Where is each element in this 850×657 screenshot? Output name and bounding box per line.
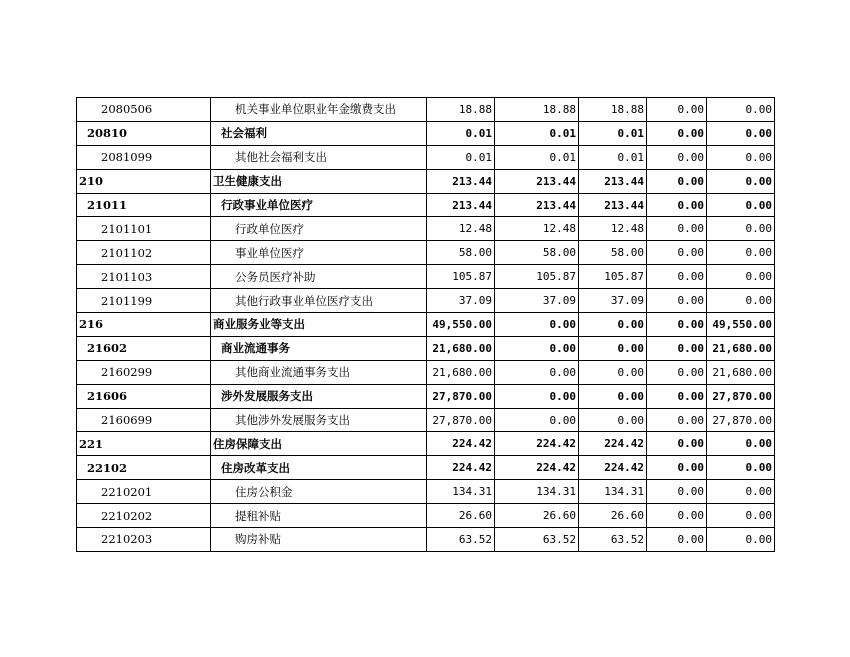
table-row [77, 408, 775, 432]
project-expenditure-cell: 0.00 [707, 145, 775, 169]
subject-code-cell: 2210201 [77, 480, 211, 504]
table-row [77, 360, 775, 384]
table-row [77, 241, 775, 265]
subject-code-cell: 20810 [77, 121, 211, 145]
table-row [77, 432, 775, 456]
table-row [77, 456, 775, 480]
public-expenditure-cell: 0.00 [647, 145, 707, 169]
public-expenditure-cell: 0.00 [647, 265, 707, 289]
subject-code-cell: 2160299 [77, 360, 211, 384]
subject-code-cell: 21011 [77, 193, 211, 217]
personnel-expenditure-cell: 224.42 [579, 456, 647, 480]
subject-code-cell: 2101101 [77, 217, 211, 241]
total-amount-cell: 0.01 [427, 121, 495, 145]
basic-expenditure-cell: 213.44 [495, 193, 579, 217]
basic-expenditure-cell: 224.42 [495, 432, 579, 456]
project-expenditure-cell: 0.00 [707, 480, 775, 504]
project-expenditure-cell: 0.00 [707, 528, 775, 552]
table-row [77, 336, 775, 360]
subject-code-cell: 2210202 [77, 504, 211, 528]
total-amount-cell: 26.60 [427, 504, 495, 528]
subject-name-cell: 行政单位医疗 [211, 217, 427, 241]
total-amount-cell: 12.48 [427, 217, 495, 241]
public-expenditure-cell: 0.00 [647, 98, 707, 122]
total-amount-cell: 134.31 [427, 480, 495, 504]
public-expenditure-cell: 0.00 [647, 480, 707, 504]
basic-expenditure-cell: 0.00 [495, 384, 579, 408]
project-expenditure-cell: 0.00 [707, 217, 775, 241]
project-expenditure-cell: 21,680.00 [707, 360, 775, 384]
total-amount-cell: 49,550.00 [427, 313, 495, 337]
subject-code-cell: 216 [77, 313, 211, 337]
public-expenditure-cell: 0.00 [647, 217, 707, 241]
total-amount-cell: 58.00 [427, 241, 495, 265]
public-expenditure-cell: 0.00 [647, 528, 707, 552]
subject-name-cell: 住房保障支出 [211, 432, 427, 456]
subject-code-cell: 2101102 [77, 241, 211, 265]
personnel-expenditure-cell: 58.00 [579, 241, 647, 265]
project-expenditure-cell: 0.00 [707, 265, 775, 289]
table-row [77, 384, 775, 408]
total-amount-cell: 0.01 [427, 145, 495, 169]
public-expenditure-cell: 0.00 [647, 360, 707, 384]
public-expenditure-cell: 0.00 [647, 456, 707, 480]
project-expenditure-cell: 0.00 [707, 432, 775, 456]
total-amount-cell: 21,680.00 [427, 360, 495, 384]
personnel-expenditure-cell: 213.44 [579, 169, 647, 193]
total-amount-cell: 21,680.00 [427, 336, 495, 360]
project-expenditure-cell: 0.00 [707, 193, 775, 217]
subject-name-cell: 社会福利 [211, 121, 427, 145]
basic-expenditure-cell: 37.09 [495, 289, 579, 313]
basic-expenditure-cell: 0.00 [495, 313, 579, 337]
project-expenditure-cell: 49,550.00 [707, 313, 775, 337]
personnel-expenditure-cell: 0.00 [579, 336, 647, 360]
subject-code-cell: 22102 [77, 456, 211, 480]
personnel-expenditure-cell: 18.88 [579, 98, 647, 122]
project-expenditure-cell: 0.00 [707, 98, 775, 122]
public-expenditure-cell: 0.00 [647, 289, 707, 313]
subject-name-cell: 住房改革支出 [211, 456, 427, 480]
basic-expenditure-cell: 134.31 [495, 480, 579, 504]
total-amount-cell: 27,870.00 [427, 384, 495, 408]
total-amount-cell: 213.44 [427, 193, 495, 217]
total-amount-cell: 224.42 [427, 456, 495, 480]
total-amount-cell: 63.52 [427, 528, 495, 552]
project-expenditure-cell: 0.00 [707, 241, 775, 265]
project-expenditure-cell: 0.00 [707, 289, 775, 313]
subject-code-cell: 221 [77, 432, 211, 456]
subject-name-cell: 卫生健康支出 [211, 169, 427, 193]
table-body [77, 98, 775, 552]
subject-name-cell: 其他涉外发展服务支出 [211, 408, 427, 432]
personnel-expenditure-cell: 12.48 [579, 217, 647, 241]
project-expenditure-cell: 21,680.00 [707, 336, 775, 360]
subject-name-cell: 事业单位医疗 [211, 241, 427, 265]
subject-code-cell: 2080506 [77, 98, 211, 122]
project-expenditure-cell: 0.00 [707, 121, 775, 145]
basic-expenditure-cell: 105.87 [495, 265, 579, 289]
subject-name-cell: 行政事业单位医疗 [211, 193, 427, 217]
total-amount-cell: 224.42 [427, 432, 495, 456]
project-expenditure-cell: 27,870.00 [707, 384, 775, 408]
personnel-expenditure-cell: 213.44 [579, 193, 647, 217]
subject-name-cell: 商业服务业等支出 [211, 313, 427, 337]
subject-name-cell: 购房补贴 [211, 528, 427, 552]
public-expenditure-cell: 0.00 [647, 384, 707, 408]
table-row [77, 480, 775, 504]
basic-expenditure-cell: 63.52 [495, 528, 579, 552]
table-row [77, 193, 775, 217]
basic-expenditure-cell: 0.01 [495, 121, 579, 145]
project-expenditure-cell: 27,870.00 [707, 408, 775, 432]
personnel-expenditure-cell: 0.00 [579, 408, 647, 432]
basic-expenditure-cell: 213.44 [495, 169, 579, 193]
table-row [77, 265, 775, 289]
total-amount-cell: 37.09 [427, 289, 495, 313]
basic-expenditure-cell: 12.48 [495, 217, 579, 241]
subject-code-cell: 210 [77, 169, 211, 193]
subject-name-cell: 公务员医疗补助 [211, 265, 427, 289]
public-expenditure-cell: 0.00 [647, 313, 707, 337]
subject-name-cell: 其他商业流通事务支出 [211, 360, 427, 384]
personnel-expenditure-cell: 0.00 [579, 384, 647, 408]
subject-code-cell: 21602 [77, 336, 211, 360]
personnel-expenditure-cell: 37.09 [579, 289, 647, 313]
table-row [77, 217, 775, 241]
subject-name-cell: 其他行政事业单位医疗支出 [211, 289, 427, 313]
subject-code-cell: 2210203 [77, 528, 211, 552]
personnel-expenditure-cell: 0.01 [579, 145, 647, 169]
project-expenditure-cell: 0.00 [707, 456, 775, 480]
personnel-expenditure-cell: 26.60 [579, 504, 647, 528]
basic-expenditure-cell: 18.88 [495, 98, 579, 122]
total-amount-cell: 213.44 [427, 169, 495, 193]
total-amount-cell: 105.87 [427, 265, 495, 289]
basic-expenditure-cell: 58.00 [495, 241, 579, 265]
table-row [77, 98, 775, 122]
personnel-expenditure-cell: 134.31 [579, 480, 647, 504]
subject-code-cell: 2081099 [77, 145, 211, 169]
subject-code-cell: 21606 [77, 384, 211, 408]
public-expenditure-cell: 0.00 [647, 193, 707, 217]
personnel-expenditure-cell: 0.00 [579, 313, 647, 337]
personnel-expenditure-cell: 0.01 [579, 121, 647, 145]
personnel-expenditure-cell: 63.52 [579, 528, 647, 552]
table-row [77, 528, 775, 552]
subject-name-cell: 其他社会福利支出 [211, 145, 427, 169]
project-expenditure-cell: 0.00 [707, 504, 775, 528]
budget-expenditure-table [76, 97, 775, 552]
table-row [77, 504, 775, 528]
subject-name-cell: 涉外发展服务支出 [211, 384, 427, 408]
subject-code-cell: 2101103 [77, 265, 211, 289]
public-expenditure-cell: 0.00 [647, 169, 707, 193]
subject-name-cell: 住房公积金 [211, 480, 427, 504]
subject-code-cell: 2101199 [77, 289, 211, 313]
project-expenditure-cell: 0.00 [707, 169, 775, 193]
table-row [77, 145, 775, 169]
public-expenditure-cell: 0.00 [647, 241, 707, 265]
public-expenditure-cell: 0.00 [647, 121, 707, 145]
personnel-expenditure-cell: 105.87 [579, 265, 647, 289]
public-expenditure-cell: 0.00 [647, 504, 707, 528]
table-row [77, 121, 775, 145]
public-expenditure-cell: 0.00 [647, 336, 707, 360]
basic-expenditure-cell: 0.00 [495, 336, 579, 360]
basic-expenditure-cell: 224.42 [495, 456, 579, 480]
basic-expenditure-cell: 0.00 [495, 360, 579, 384]
subject-name-cell: 提租补贴 [211, 504, 427, 528]
basic-expenditure-cell: 0.01 [495, 145, 579, 169]
public-expenditure-cell: 0.00 [647, 408, 707, 432]
table-row [77, 313, 775, 337]
total-amount-cell: 27,870.00 [427, 408, 495, 432]
personnel-expenditure-cell: 224.42 [579, 432, 647, 456]
subject-code-cell: 2160699 [77, 408, 211, 432]
total-amount-cell: 18.88 [427, 98, 495, 122]
public-expenditure-cell: 0.00 [647, 432, 707, 456]
basic-expenditure-cell: 0.00 [495, 408, 579, 432]
basic-expenditure-cell: 26.60 [495, 504, 579, 528]
subject-name-cell: 商业流通事务 [211, 336, 427, 360]
table-row [77, 289, 775, 313]
subject-name-cell: 机关事业单位职业年金缴费支出 [211, 98, 427, 122]
table-row [77, 169, 775, 193]
personnel-expenditure-cell: 0.00 [579, 360, 647, 384]
